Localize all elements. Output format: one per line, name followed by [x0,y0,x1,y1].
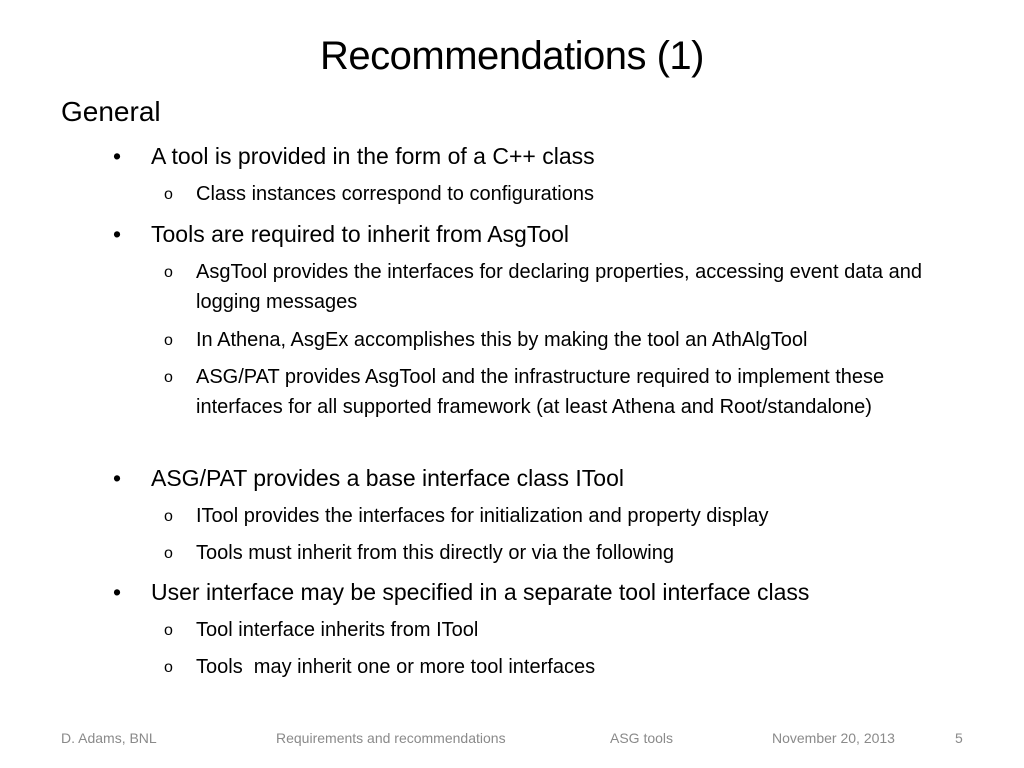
footer-author: D. Adams, BNL [61,730,157,746]
sub-bullet-item: In Athena, AsgEx accomplishes this by making the tool an AthAlgTool [196,329,808,351]
bullet-marker: • [113,465,122,491]
sub-bullet-marker: o [164,369,173,386]
bullet-marker: • [113,143,122,169]
bullet-marker: • [113,221,122,247]
sub-bullet-item: Class instances correspond to configurations [196,183,594,205]
footer-topic: Requirements and recommendations [276,730,506,746]
bullet-item: ASG/PAT provides a base interface class ITool [151,465,625,491]
bullet-marker: • [113,579,122,605]
sub-bullet-marker: o [164,332,173,349]
sub-bullet-item: Tools may inherit one or more tool interfaces [196,656,596,678]
footer-page-number: 5 [955,730,963,746]
bullet-item: A tool is provided in the form of a C++ class [151,143,595,169]
sub-bullet-marker: o [164,659,173,676]
sub-bullet-item: AsgTool provides the interfaces for declaring properties, accessing event data and logging messages [196,261,922,313]
sub-bullet-item: Tools must inherit from this directly or via the following [196,542,674,564]
slide-title: Recommendations (1) [320,34,704,78]
sub-bullet-marker: o [164,508,173,525]
bullet-item: User interface may be specified in a separate tool interface class [151,579,810,605]
sub-bullet-marker: o [164,264,173,281]
footer-date: November 20, 2013 [772,730,895,746]
sub-bullet-item: Tool interface inherits from ITool [196,619,479,641]
sub-bullet-marker: o [164,186,173,203]
section-heading: General [61,96,161,127]
sub-bullet-marker: o [164,622,173,639]
sub-bullet-item: ITool provides the interfaces for initialization and property display [196,505,769,527]
footer-project: ASG tools [610,730,674,746]
bullet-item: Tools are required to inherit from AsgTool [151,221,570,247]
sub-bullet-item: ASG/PAT provides AsgTool and the infrastructure required to implement these interfaces for all supported framework (at least Athena and Root/standalone) [196,366,885,418]
sub-bullet-marker: o [164,545,173,562]
